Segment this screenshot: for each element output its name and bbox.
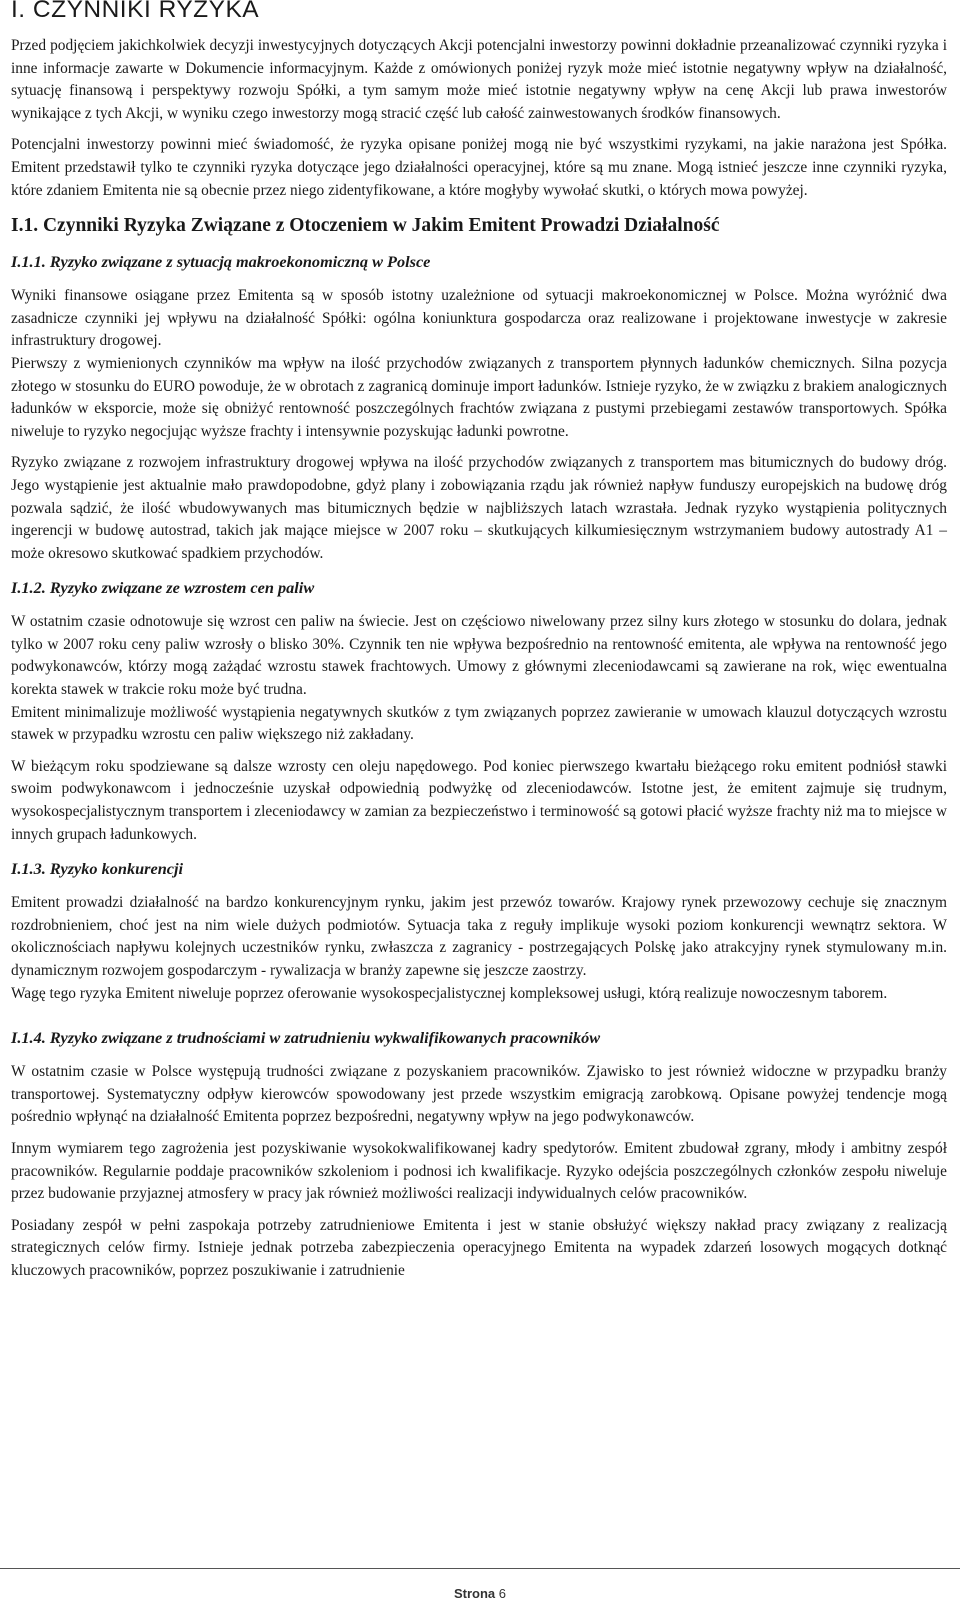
section-title: I.1. Czynniki Ryzyka Związane z Otoczeniem w Jakim Emitent Prowadzi Działalność — [11, 215, 720, 237]
subsection-title: I.1.4. Ryzyko związane z trudnościami w zatrudnieniu wykwalifikowanych pracowników — [11, 1028, 601, 1048]
body-paragraph: Emitent prowadzi działalność na bardzo konkurencyjnym rynku, jakim jest przewóz towarów. Krajowy rynek przewozowy cechuje się znacznym rozdrobnieniem, choć jest na nim wiele dużych podmiotów. Sytuacja taka z reguły implikuje wysoki poziom konkurencji wewnątrz sektora. W okolicznościach napływu kolejnych uczestników rynku, zwłaszcza z zagranicy - postrzegających Polskę jako atrakcyjny rynek stymulowany m.in. dynamicznym rozwojem gospodarczym - rywalizacja w branży zapewne się jeszcze zaostrzy. — [11, 894, 947, 979]
page-footer — [0, 1586, 960, 1601]
body-paragraph: Pierwszy z wymienionych czynników ma wpływ na ilość przychodów związanych z transportem płynnych ładunków chemicznych. Silna pozycja złotego w stosunku do EURO powoduje, że w obrotach z zagranicą dominuje import ładunków. Istnieje ryzyko, że w związku z brakiem analogicznych ładunków w eksporcie, może się obniżyć rentowność poszczególnych frachtów związana z pustymi przebiegami zestawów transportowych. Spółka niweluje to ryzyko negocjując wyższe frachty i intensywnie pozyskując ładunki powrotne. — [11, 354, 947, 440]
body-paragraph: Posiadany zespół w pełni zaspokaja potrzeby zatrudnieniowe Emitenta i jest w stanie obsłużyć większy nakład pracy związany z realizacją strategicznych celów firmy. Istnieje jednak potrzeba zabezpieczenia operacyjnego Emitenta na wypadek zdarzeń losowych mogących dotknąć kluczowych pracowników, poprzez poszukiwanie i zatrudnienie — [11, 1216, 947, 1279]
body-paragraph: Emitent minimalizuje możliwość wystąpienia negatywnych skutków z tym związanych poprzez zawieranie w umowach klauzul dotyczących wzrostu stawek w przypadku wzrostu cen paliw większego niż zakładany. — [11, 703, 947, 744]
body-paragraph: W bieżącym roku spodziewane są dalsze wzrosty cen oleju napędowego. Pod koniec pierwszego kwartału bieżącego roku emitent podniósł stawki swoim podwykonawcom i jednocześnie uzyskał odpowiednią podwyżkę od zleceniodawców. Istotne jest, że emitent zajmuje się trudnym, wysokospecjalistycznym transportem i zleceniodawcy w zamian za bezpieczeństwo i terminowość są gotowi płacić wyższe frachty niż ma to miejsce w innych grupach ładunkowych. — [11, 757, 947, 843]
intro-paragraph: Przed podjęciem jakichkolwiek decyzji inwestycyjnych dotyczących Akcji potencjalni inwestorzy powinni dokładnie przeanalizować czynniki ryzyka i inne informacje zawarte w Dokumencie informacyjnym. Każde z omówionych poniżej ryzyk może mieć istotnie negatywny wpływ na działalność, sytuację finansową i perspektywy rozwoju Spółki, a tym samym może mieć istotnie negatywny wpływ na cenę Akcji lub prawa inwestorów wynikające z tych Akcji, w wyniku czego inwestorzy mogą stracić część lub całość zainwestowanych środków finansowych. — [11, 37, 947, 122]
page-number: 6 — [498, 1586, 507, 1601]
subsection-title: I.1.3. Ryzyko konkurencji — [11, 859, 184, 879]
footer-label: Strona — [453, 1586, 496, 1601]
body-paragraph: Wagę tego ryzyka Emitent niweluje poprzez oferowanie wysokospecjalistycznej kompleksowej usługi, którą realizuje nowoczesnym taborem. — [11, 984, 888, 1002]
body-paragraph: Ryzyko związane z rozwojem infrastruktury drogowej wpływa na ilość przychodów związanych z transportem mas bitumicznych do budowy dróg. Jego wystąpienie jest aktualnie mało prawdopodobne, gdyż plany i zobowiązania rządu jak również napływ funduszy europejskich na budowę dróg pozwala sądzić, że ilość wbudowywanych mas bitumicznych będzie w najbliższych latach wzrastała. Jednak ryzyko wystąpienia politycznych ingerencji w budowę autostrad, takich jak mające miejsce w 2007 roku – skutkujących kilkumiesięcznym wstrzymaniem budowy autostrady A1 – może okresowo skutkować spadkiem przychodów. — [11, 454, 947, 562]
document-page — [11, 0, 947, 1283]
body-paragraph: W ostatnim czasie odnotowuje się wzrost cen paliw na świecie. Jest on częściowo niwelowany przez silny kurs złotego w stosunku do dolara, jednak tylko w 2007 roku ceny paliw wzrosły o blisko 30%. Czynnik ten nie wpływa bezpośrednio na rentowność emitenta, ale wpływa na rentowność jego podwykonawców, którzy mogą zażądać wzrostu stawek frachtowych. Umowy z głównymi zleceniodawcami są zawierane na rok, więc ewentualna korekta stawek w trakcie roku może być trudna. — [11, 613, 947, 699]
subsection-title: I.1.2. Ryzyko związane ze wzrostem cen paliw — [11, 578, 315, 598]
chapter-title: I. CZYNNIKI RYZYKA — [11, 0, 260, 23]
subsection-title: I.1.1. Ryzyko związane z sytuacją makroekonomiczną w Polsce — [11, 252, 431, 272]
body-paragraph: Wyniki finansowe osiągane przez Emitenta są w sposób istotny uzależnione od sytuacji makroekonomicznej w Polsce. Można wyróżnić dwa zasadnicze czynniki jej wpływu na działalność Spółki: ogólna koniunktura gospodarcza oraz realizowane i projektowane inwestycje w zakresie infrastruktury drogowej. — [11, 287, 947, 350]
body-paragraph: Innym wymiarem tego zagrożenia jest pozyskiwanie wysokokwalifikowanej kadry spedytorów. Emitent zbudował zgrany, młody i ambitny zespół pracowników. Regularnie poddaje pracowników szkoleniom i podnosi ich kwalifikacje. Ryzyko odejścia poszczególnych członków zespołu niweluje przez budowanie przyjaznej atmosfery w pracy jak również możliwości realizacji indywidualnych celów pracowników. — [11, 1139, 947, 1203]
intro-paragraph: Potencjalni inwestorzy powinni mieć świadomość, że ryzyka opisane poniżej mogą nie być wszystkimi ryzykami, na jakie narażona jest Spółka. Emitent przedstawił tylko te czynniki ryzyka dotyczące jego działalności operacyjnej, które są mu znane. Mogą istnieć jeszcze inne czynniki ryzyka, które zdaniem Emitenta nie są obecnie przez niego zidentyfikowane, a które mogłyby wywołać skutki, o których mowa powyżej. — [11, 136, 947, 199]
body-paragraph: W ostatnim czasie w Polsce występują trudności związane z pozyskaniem pracowników. Zjawisko to jest również widoczne w przypadku branży transportowej. Systematyczny odpływ kierowców spowodowany jest przede wszystkim emigracją zarobkową. Opisane powyżej tendencje mogą pośrednio wpłynąć na działalność Emitenta poprzez bezpośredni, negatywny wpływ na jego podwykonawców. — [11, 1063, 947, 1126]
footer-divider — [0, 1568, 960, 1569]
